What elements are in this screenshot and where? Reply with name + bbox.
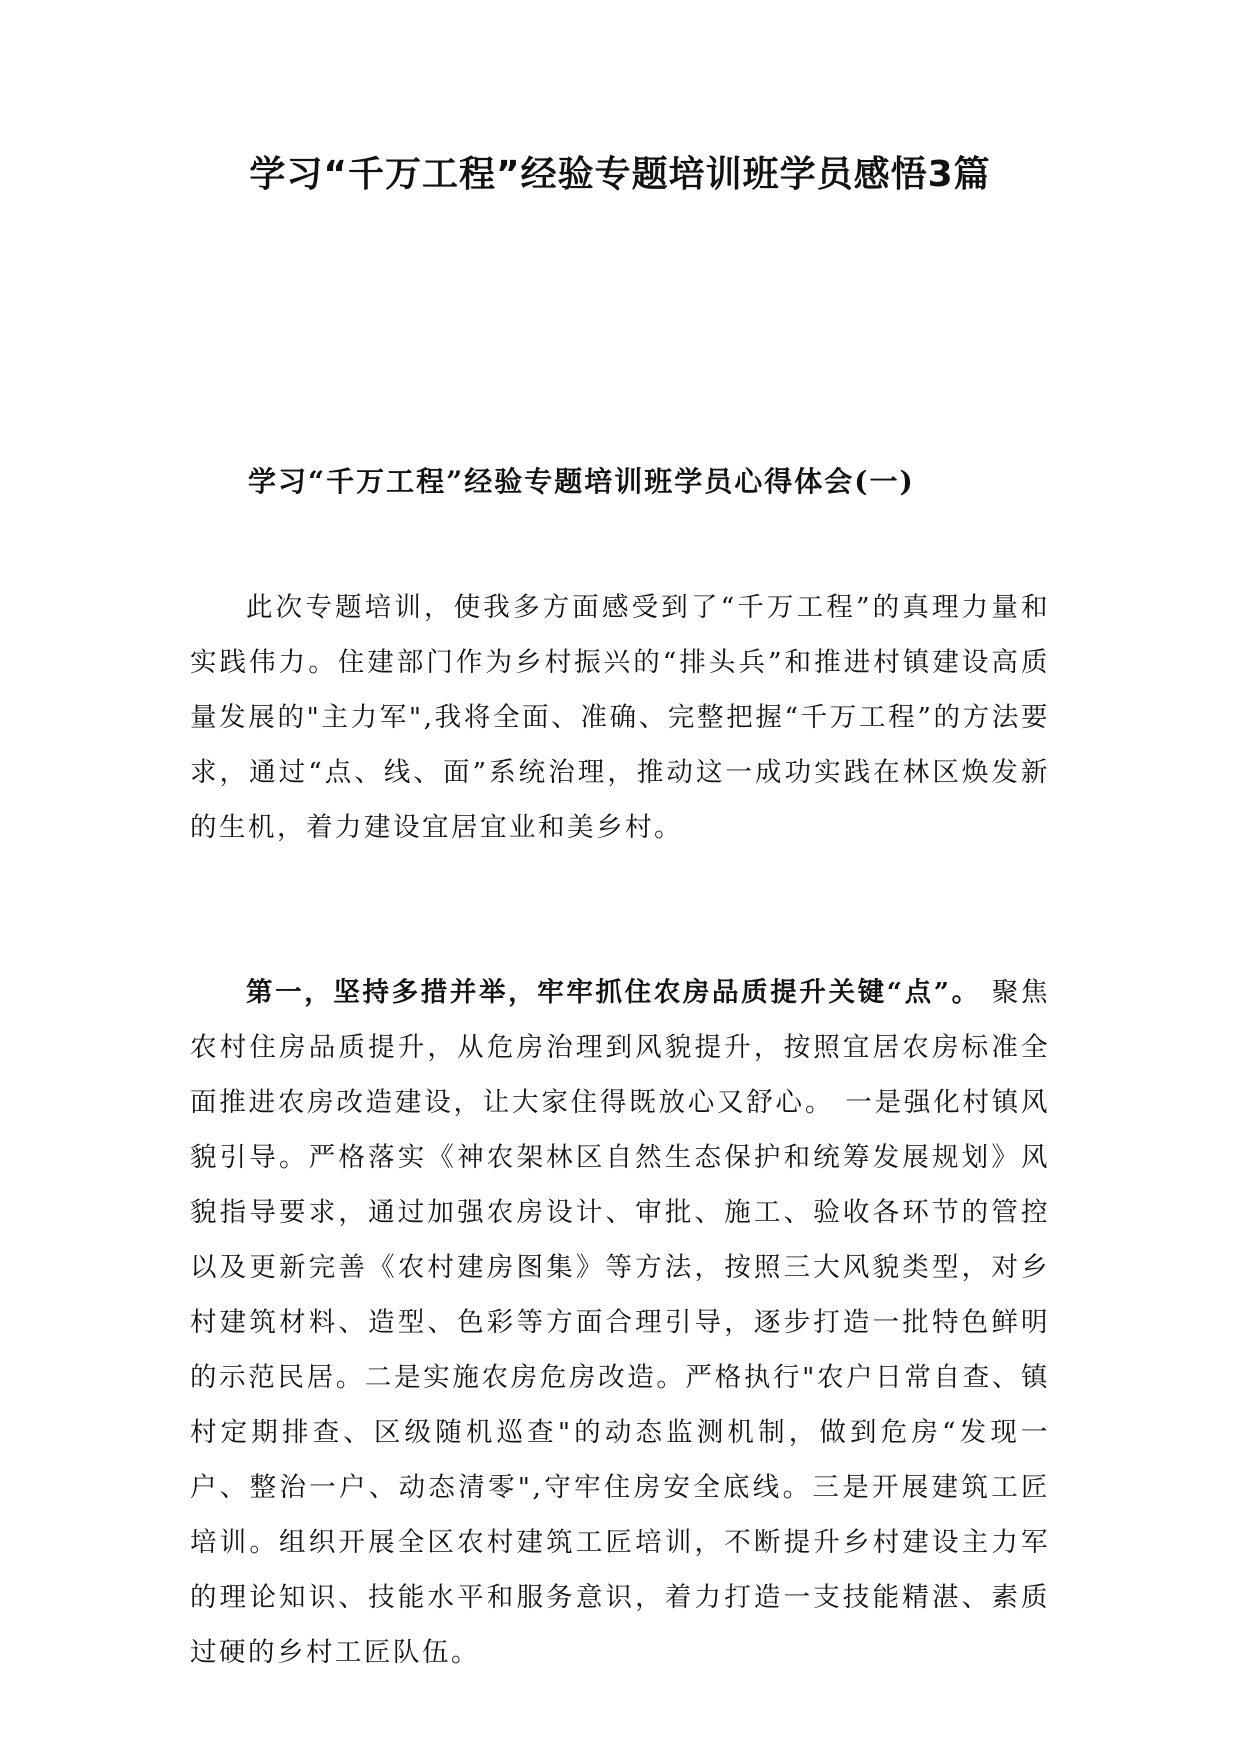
paragraph-text: 此次专题培训，使我多方面感受到了“千万工程”的真理力量和实践伟力。住建部门作为乡村振兴的“排头兵”和推进村镇建设高质量发展的"主力军",我将全面、准确、完整把握“千万工程”的方法要求，通过“点、线、面”系统治理，推动这一成功实践在林区焕发新的生机，着力建设宜居宜业和美乡村。 <box>190 592 1050 843</box>
paragraph-point-one <box>190 965 1050 1680</box>
paragraph-lead: 第一，坚持多措并举，牢牢抓住农房品质提升关键“点”。 <box>246 977 981 1008</box>
paragraph-text: 聚焦农村住房品质提升，从危房治理到风貌提升，按照宜居农房标准全面推进农房改造建设，让大家住得既放心又舒心。 一是强化村镇风貌引导。严格落实《神农架林区自然生态保护和统筹发展规划》风貌指导要求，通过加强农房设计、审批、施工、验收各环节的管控以及更新完善《农村建房图集》等方法，按照三大风貌类型，对乡村建筑材料、造型、色彩等方面合理引导，逐步打造一批特色鲜明的示范民居。二是实施农房危房改造。严格执行"农户日常自查、镇村定期排查、区级随机巡查"的动态监测机制，做到危房“发现一户、整治一户、动态清零",守牢住房安全底线。三是开展建筑工匠培训。组织开展全区农村建筑工匠培训，不断提升乡村建设主力军的理论知识、技能水平和服务意识，着力打造一支技能精湛、素质过硬的乡村工匠队伍。 <box>190 977 1050 1668</box>
section-title: 学习“千万工程”经验专题培训班学员心得体会(一) <box>248 465 915 498</box>
paragraph-intro <box>190 580 1050 855</box>
document-title: 学习“千万工程”经验专题培训班学员感悟3篇 <box>249 154 991 195</box>
